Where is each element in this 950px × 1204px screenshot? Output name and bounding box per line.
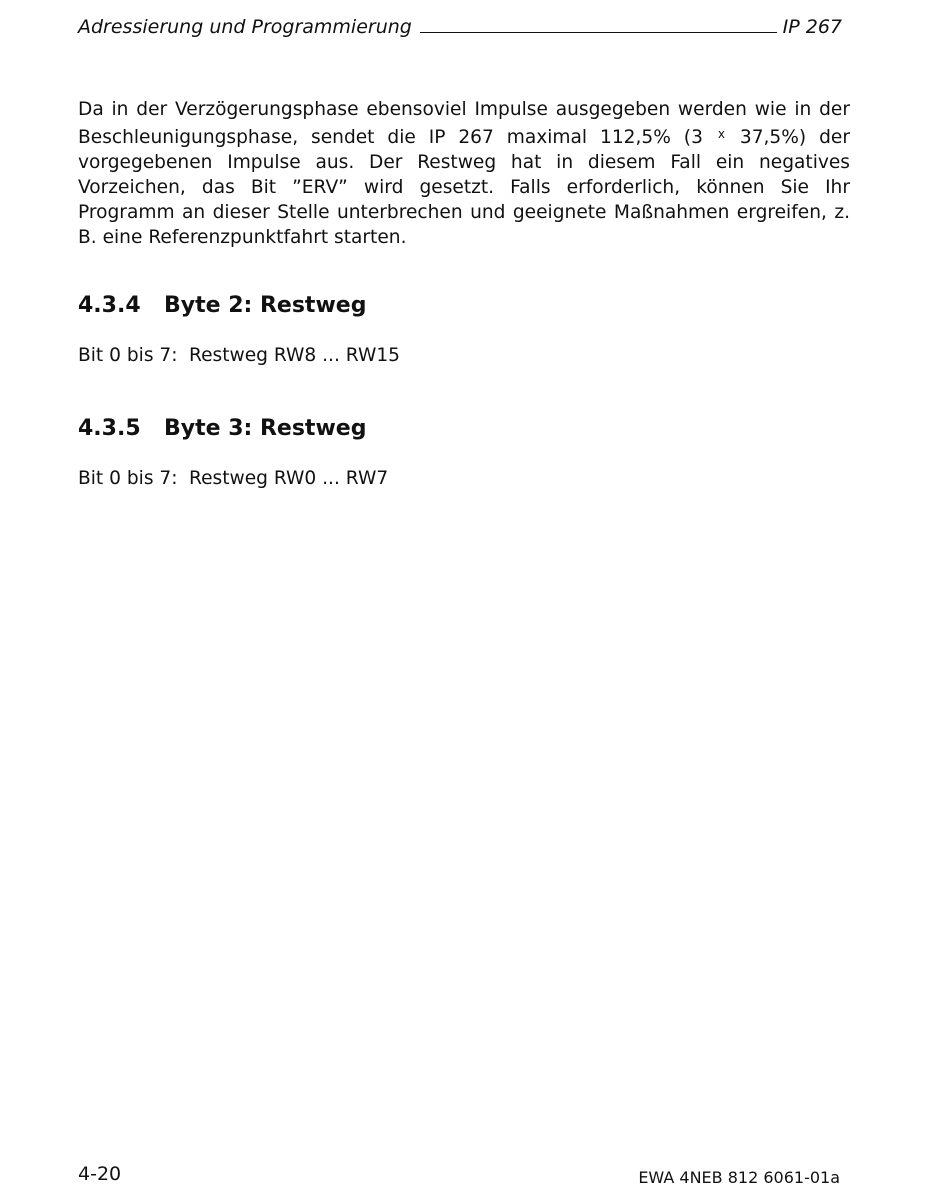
header-product-name: IP 267	[782, 16, 842, 38]
section-heading-4-3-4	[78, 293, 366, 318]
page-number: 4-20	[78, 1163, 122, 1185]
section-title: Byte 2: Restweg	[164, 293, 367, 318]
section-number: 4.3.5	[78, 416, 141, 441]
bit-range-label: Bit 0 bis 7:	[78, 468, 178, 489]
bit-range-label: Bit 0 bis 7:	[78, 345, 178, 366]
page-header	[78, 10, 842, 38]
document-id: EWA 4NEB 812 6061-01a	[638, 1168, 840, 1187]
section-number: 4.3.4	[78, 293, 141, 318]
header-chapter-title: Adressierung und Programmierung	[78, 16, 412, 38]
section-title: Byte 3: Restweg	[164, 416, 367, 441]
intro-paragraph	[78, 97, 850, 250]
bit-range-value: Restweg RW8 ... RW15	[189, 345, 401, 366]
bit-description-byte-2	[78, 345, 400, 366]
bit-description-byte-3	[78, 468, 388, 489]
header-rule	[420, 32, 777, 33]
intro-text-before: Da in der Verzögerungsphase ebensoviel Impulse ausgegeben werden wie in der Beschleunigungsphase, sendet die IP 267 maximal 112,5% (3	[78, 99, 850, 148]
bit-range-value: Restweg RW0 ... RW7	[189, 468, 389, 489]
intro-text-after: 37,5%) der vorgegebenen Impulse aus. Der Restweg hat in diesem Fall ein negatives Vorzeichen, das Bit ”ERV” wird gesetzt. Falls erforderlich, können Sie Ihr Programm an dieser Stelle unterbrechen und geeignete Maßnahmen ergreifen, z. B. eine Referenzpunktfahrt starten.	[78, 127, 850, 248]
section-heading-4-3-5	[78, 416, 366, 441]
multiplication-sign: x	[717, 127, 725, 141]
